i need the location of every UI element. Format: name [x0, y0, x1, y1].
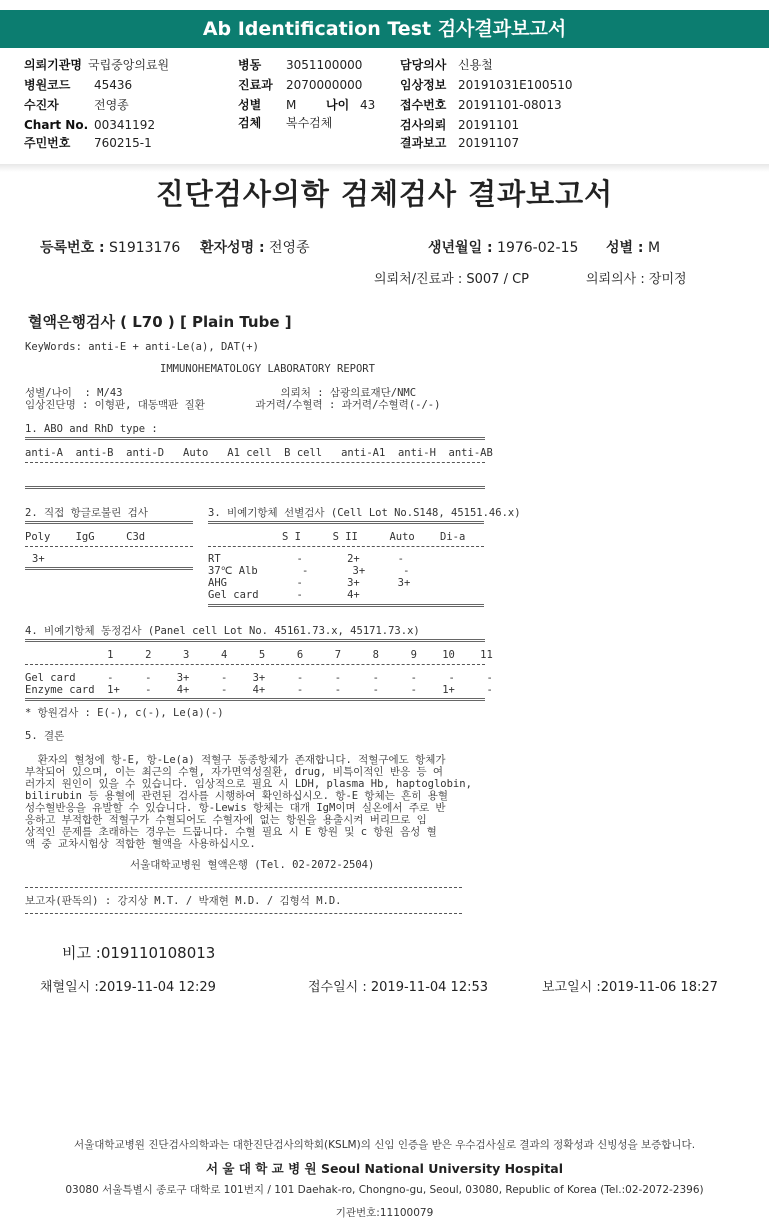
screen-row: 37℃ Alb - 3+ -: [208, 565, 410, 577]
panel-title: 4. 비예기항체 동정검사 (Panel cell Lot No. 45161.73.x, 45171.73.x): [25, 625, 420, 637]
info-patient: 수진자 전영종: [24, 98, 129, 112]
section-title: 혈액은행검사 ( L70 ) [ Plain Tube ]: [28, 313, 292, 331]
note: 비고 :019110108013: [62, 944, 216, 962]
screen-row: RT - 2+ -: [208, 553, 404, 565]
certification-text: 서울대학교병원 진단검사의학과는 대한진단검사의학회(KSLM)의 신임 인증을 받은 우수검사실로 결과의 정확성과 신빙성을 보증합니다.: [73, 1139, 696, 1151]
info-receipt-no: 접수번호 20191101-08013: [400, 98, 562, 112]
antigen-result: * 항원검사 : E(-), c(-), Le(a)(-): [25, 707, 224, 719]
info-chart-no: Chart No. 00341192: [24, 118, 156, 132]
conclusion-line: bilirubin 등 용혈에 관련된 검사를 시행하여 확인하십시오. 항-E 항체는 흔히 용혈: [25, 790, 449, 802]
blood-bank-contact: 서울대학교병원 혈액은행 (Tel. 02-2072-2504): [130, 859, 375, 871]
screen-row: AHG - 3+ 3+: [208, 577, 411, 589]
panel-rule-bottom: [25, 698, 485, 701]
report-divider: [0, 164, 769, 172]
abo-rule-bottom: [25, 486, 485, 489]
screen-rule-bottom: [208, 604, 484, 607]
institution-number: 기관번호:11100079: [335, 1207, 434, 1219]
reporter: 보고자(판독의) : 강지상 M.T. / 박재현 M.D. / 김형석 M.D.: [25, 895, 342, 907]
reg-number: 등록번호 : S1913176: [40, 240, 181, 256]
dat-rule-bottom: [25, 567, 193, 570]
info-resident-no: 주민번호 760215-1: [24, 136, 152, 150]
info-ward: 병동 3051100000: [238, 58, 363, 72]
panel-row: Enzyme card 1+ - 4+ - 4+ - - - - 1+ -: [25, 684, 493, 696]
dat-title: 2. 직접 항글로불린 검사: [25, 507, 148, 519]
dept: 의뢰처/진료과 : S007 / CP: [374, 272, 530, 287]
meta-line-1: 성별/나이 : M/43 의뢰처 : 삼광의료재단/NMC: [25, 387, 417, 399]
patient-name: 환자성명 : 전영종: [200, 240, 310, 256]
collect-time: 채혈일시 :2019-11-04 12:29: [40, 980, 216, 995]
report-header-title: Ab Identification Test 검사결과보고서: [0, 10, 769, 48]
reporter-rule-top: [25, 887, 462, 888]
info-clinical: 임상정보 20191031E100510: [400, 78, 573, 92]
conclusion-line: 응하고 부적합한 적혈구가 수혈되어도 수혈자에 없는 항원을 용출시켜 버리므로 임: [25, 814, 427, 826]
screen-row: Gel card - 4+: [208, 589, 360, 601]
info-department: 진료과 2070000000: [238, 78, 363, 92]
keywords: KeyWords: anti-E + anti-Le(a), DAT(+): [25, 341, 259, 353]
conclusion-line: 상적인 문제를 초래하는 경우는 드뭅니다. 수혈 필요 시 E 항원 및 c 항원 음성 혈: [25, 826, 437, 838]
receive-time: 접수일시 : 2019-11-04 12:53: [308, 980, 489, 995]
conclusion-title: 5. 결론: [25, 730, 65, 742]
patient-info-grid: [0, 52, 769, 152]
screen-rule-mid: [208, 546, 484, 547]
conclusion-line: 액 중 교차시험상 적합한 혈액을 사용하십시오.: [25, 838, 256, 850]
dat-rule-mid: [25, 546, 193, 547]
request-doctor: 의뢰의사 : 장미정: [586, 272, 687, 287]
info-sex: 성별 M: [238, 98, 297, 112]
meta-line-2: 임상진단명 : 이형판, 대동맥판 질환 과거력/수혈력 : 과거력/수혈력(-/-): [25, 399, 441, 411]
abo-header: anti-A anti-B anti-D Auto A1 cell B cell anti-A1 anti-H anti-AB: [25, 447, 493, 459]
report-title: 진단검사의학 검체검사 결과보고서: [155, 177, 614, 211]
conclusion-line: 환자의 혈청에 항-E, 항-Le(a) 적혈구 동종항체가 존재합니다. 적혈구에도 항체가: [25, 754, 446, 766]
conclusion-line: 부착되어 있으며, 이는 최근의 수혈, 자가면역성질환, drug, 비특이적인 반응 등 여: [25, 766, 444, 778]
panel-rule-mid: [25, 664, 485, 665]
info-report-date: 결과보고 20191107: [400, 136, 520, 150]
screen-rule-top: [208, 521, 484, 524]
info-age: 나이 43: [326, 98, 376, 112]
panel-rule-top: [25, 639, 485, 642]
abo-title: 1. ABO and RhD type :: [25, 423, 158, 435]
abo-rule-mid: [25, 462, 485, 463]
abo-rule-top: [25, 437, 485, 440]
hospital-address: 03080 서울특별시 종로구 대학로 101번지 / 101 Daehak-ro, Chongno-gu, Seoul, 03080, Republic of Korea (Tel.:02-2072-2396): [65, 1184, 704, 1196]
info-hospital-code: 병원코드 45436: [24, 78, 133, 92]
lab-title: IMMUNOHEMATOLOGY LABORATORY REPORT: [160, 363, 375, 375]
screen-header: S I S II Auto Di-a: [282, 531, 466, 543]
report-time: 보고일시 :2019-11-06 18:27: [542, 980, 718, 995]
conclusion-line: 성수혈반응을 유발할 수 있습니다. 항-Lewis 항체는 대개 IgM이며 실온에서 주로 반: [25, 802, 446, 814]
info-hospital: 의뢰기관명 국립중앙의료원: [24, 58, 170, 72]
dat-header: Poly IgG C3d: [25, 531, 146, 543]
report-sex: 성별 : M: [606, 240, 661, 256]
screen-title: 3. 비예기항체 선별검사 (Cell Lot No.S148, 45151.46.x): [208, 507, 521, 519]
dat-rule-top: [25, 521, 193, 524]
panel-header: 1 2 3 4 5 6 7 8 9 10 11: [25, 649, 493, 661]
dat-value: 3+: [32, 553, 45, 565]
info-doctor: 담당의사 신용철: [400, 58, 493, 72]
reporter-rule-bottom: [25, 913, 462, 914]
hospital-name: 서 울 대 학 교 병 원 Seoul National University Hospital: [205, 1161, 564, 1176]
info-request-date: 검사의뢰 20191101: [400, 118, 520, 132]
panel-row: Gel card - - 3+ - 3+ - - - - - -: [25, 672, 493, 684]
conclusion-line: 러가지 원인이 있을 수 있습니다. 임상적으로 필요 시 LDH, plasma Hb, haptoglobin,: [25, 778, 472, 790]
info-specimen: 검체 복수검체: [238, 116, 333, 130]
birth-date: 생년월일 : 1976-02-15: [428, 240, 579, 256]
